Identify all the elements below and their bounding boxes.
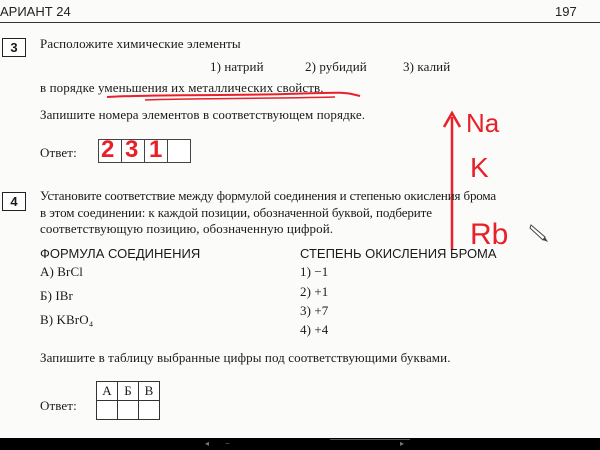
progress-track[interactable] xyxy=(330,439,410,449)
oxidation-column-header: СТЕПЕНЬ ОКИСЛЕНИЯ БРОМА xyxy=(300,246,497,261)
pencil-cursor-icon xyxy=(528,222,550,244)
annotation-rb: Rb xyxy=(470,218,509,251)
answer-table-header-a: А xyxy=(97,382,118,401)
handwritten-digit-2: 3 xyxy=(125,136,139,163)
oxidation-1: 1) −1 xyxy=(300,264,329,279)
answer-table-header-v: В xyxy=(139,382,160,401)
page-number: 197 xyxy=(555,4,577,19)
question-4-number: 4 xyxy=(2,192,26,211)
q4-line-1: Установите соответствие между формулой соединения и степенью окисления брома xyxy=(40,188,497,203)
q4-answer-label: Ответ: xyxy=(40,398,77,413)
answer-table-header-b: Б xyxy=(118,382,139,401)
q4-line-2: в этом соединении: к каждой позиции, обозначенной буквой, подберите xyxy=(40,205,432,220)
answer-cell-b[interactable] xyxy=(118,401,139,420)
handwritten-digit-3: 1 xyxy=(149,136,163,163)
q3-option-2: 2) рубидий xyxy=(305,59,367,74)
q3-instruction: Запишите номера элементов в соответствующем порядке. xyxy=(40,107,366,122)
formula-column-header: ФОРМУЛА СОЕДИНЕНИЯ xyxy=(40,246,201,261)
formula-b: Б) IBr xyxy=(40,288,73,303)
formula-v: В) KBrO₄ xyxy=(40,312,94,327)
q3-option-1: 1) натрий xyxy=(210,59,264,74)
q3-order-line: в порядке уменьшения их металлических свойств. xyxy=(40,80,324,95)
zoom-out-icon[interactable]: − xyxy=(225,439,230,448)
oxidation-2: 2) +1 xyxy=(300,284,329,299)
annotation-na: Na xyxy=(466,108,500,138)
up-arrow-annotation xyxy=(440,105,464,255)
q3-prompt: Расположите химические элементы xyxy=(40,36,241,51)
red-underline xyxy=(105,82,365,104)
formula-a: А) BrCl xyxy=(40,264,83,279)
answer-cell-v[interactable] xyxy=(139,401,160,420)
q3-answer-label: Ответ: xyxy=(40,145,77,160)
previous-icon[interactable]: ◂ xyxy=(205,439,210,448)
handwritten-digit-1: 2 xyxy=(101,136,115,163)
q3-option-3: 3) калий xyxy=(403,59,451,74)
variant-header: АРИАНТ 24 xyxy=(0,4,71,19)
annotation-k: K xyxy=(470,152,489,183)
q4-table-instruction: Запишите в таблицу выбранные цифры под соответствующими буквами. xyxy=(40,350,451,365)
question-3-number: 3 xyxy=(2,38,26,57)
q4-line-3: соответствующую позицию, обозначенную цифрой. xyxy=(40,221,334,236)
answer-table xyxy=(96,381,160,420)
answer-cell-4[interactable] xyxy=(167,139,191,163)
video-controls-bar xyxy=(0,438,600,450)
oxidation-4: 4) +4 xyxy=(300,322,329,337)
answer-cell-a[interactable] xyxy=(97,401,118,420)
next-icon[interactable]: ▸ xyxy=(400,439,405,448)
header-divider xyxy=(0,22,600,23)
oxidation-3: 3) +7 xyxy=(300,303,329,318)
